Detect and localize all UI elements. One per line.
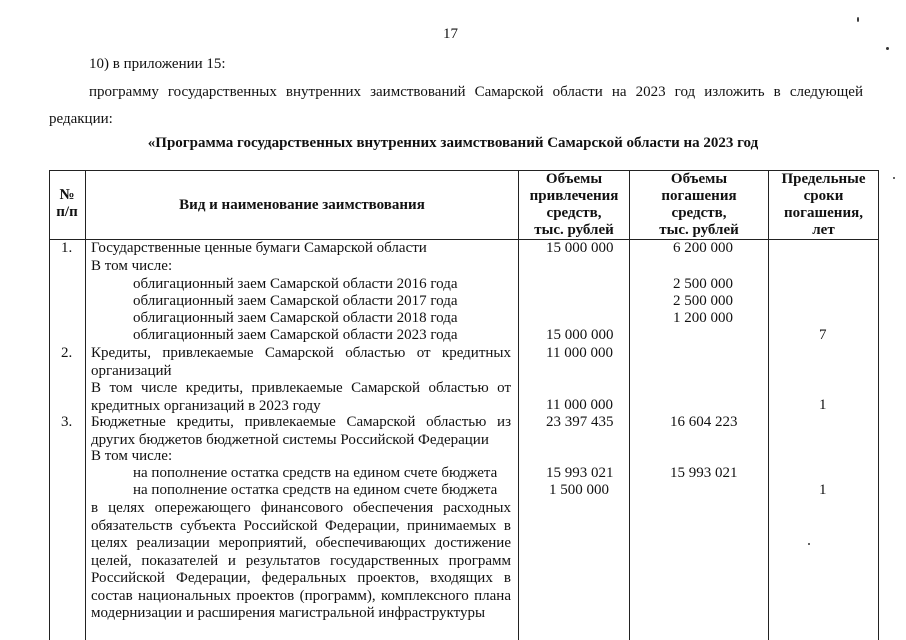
row3-including: В том числе:	[91, 448, 173, 464]
row2-num: 2.	[61, 345, 73, 361]
page-number: 17	[443, 26, 458, 42]
header-raise-line: тыс. рублей	[534, 222, 614, 238]
row3-raise: 23 397 435	[546, 414, 614, 430]
row1-num: 1.	[61, 240, 73, 256]
row3-item2-raise: 1 500 000	[549, 482, 609, 498]
scan-speck	[808, 543, 810, 545]
intro-line: 10) в приложении 15:	[89, 56, 226, 72]
header-name: Вид и наименование заимствования	[179, 197, 425, 213]
row1-item-raise: 15 000 000	[546, 327, 614, 343]
row2-sub-raise: 11 000 000	[546, 397, 613, 413]
row3-item1-repay: 15 993 021	[670, 465, 738, 481]
header-raise-line: Объемы	[545, 171, 603, 187]
scan-speck	[857, 17, 859, 22]
row3-title: Бюджетные кредиты, привлекаемые Самарской областью из других бюджетов бюджетной системы Российской Федерации	[91, 414, 511, 448]
row3-item2-first-line: на пополнение остатка средств на едином счете бюджета	[133, 482, 498, 498]
header-term-line: лет	[812, 222, 835, 238]
row1-title: Государственные ценные бумаги Самарской области	[91, 240, 427, 256]
header-repay-line: Объемы	[670, 171, 728, 187]
header-term	[769, 171, 878, 239]
table-border-right	[878, 170, 879, 640]
header-term-line: сроки	[803, 188, 844, 204]
row2-sub-term: 1	[819, 397, 827, 413]
row3-item2-rest: в целях опережающего финансового обеспечения расходных обязательств субъекта Российской Федерации, принимаемых в целях реализации мероприятий, обеспечивающих достижение целей, показателей и результатов государственных программ Российской Федерации, федеральных проектов, входящих в состав национальных проектов (программ), комплексного плана модернизации и расширения магистральной инфраструктуры	[91, 500, 511, 621]
row1-item-repay: 2 500 000	[673, 293, 733, 309]
table-col-divider-1	[85, 170, 86, 640]
scan-speck	[886, 47, 889, 50]
header-raise-line: привлечения	[529, 188, 619, 204]
table-col-divider-4	[768, 170, 769, 640]
scan-speck	[893, 177, 895, 179]
header-term-line: погашения,	[784, 205, 863, 221]
row2-sub-text: В том числе кредиты, привлекаемые Самарской областью от кредитных организаций в 2023 году	[91, 380, 511, 414]
row1-including: В том числе:	[91, 258, 173, 274]
header-raise-line: средств,	[546, 205, 602, 221]
header-repay-line: погашения	[661, 188, 737, 204]
row1-item-name: облигационный заем Самарской области 2023 года	[133, 327, 458, 343]
row2-raise: 11 000 000	[546, 345, 613, 361]
header-raise	[519, 171, 629, 239]
header-repay-line: тыс. рублей	[659, 222, 739, 238]
row3-item2-term: 1	[819, 482, 827, 498]
row3-num: 3.	[61, 414, 73, 430]
row3-repay: 16 604 223	[670, 414, 738, 430]
row2-title: Кредиты, привлекаемые Самарской областью от кредитных организаций	[91, 345, 511, 379]
paragraph-line-2: редакции:	[49, 111, 113, 127]
row1-item-term: 7	[819, 327, 827, 343]
row1-raise: 15 000 000	[546, 240, 614, 256]
header-repay	[630, 171, 768, 239]
header-num-line: №	[59, 187, 75, 203]
row1-item-name: облигационный заем Самарской области 2017 года	[133, 293, 458, 309]
paragraph-line-1: программу государственных внутренних заимствований Самарской области на 2023 год изложить в следующей	[89, 84, 863, 100]
header-term-line: Предельные	[781, 171, 866, 187]
header-num-line: п/п	[56, 204, 78, 220]
program-title: «Программа государственных внутренних заимствований Самарской области на 2023 год	[147, 135, 759, 151]
row3-item1-raise: 15 993 021	[546, 465, 614, 481]
header-repay-line: средств,	[671, 205, 727, 221]
row1-item-name: облигационный заем Самарской области 2016 года	[133, 276, 458, 292]
header-num	[49, 187, 85, 221]
table-col-divider-2	[518, 170, 519, 640]
row1-item-repay: 2 500 000	[673, 276, 733, 292]
row1-repay: 6 200 000	[673, 240, 733, 256]
row3-item1-name: на пополнение остатка средств на едином счете бюджета	[133, 465, 498, 481]
table-border-left	[49, 170, 50, 640]
table-col-divider-3	[629, 170, 630, 640]
row1-item-repay: 1 200 000	[673, 310, 733, 326]
row1-item-name: облигационный заем Самарской области 2018 года	[133, 310, 458, 326]
